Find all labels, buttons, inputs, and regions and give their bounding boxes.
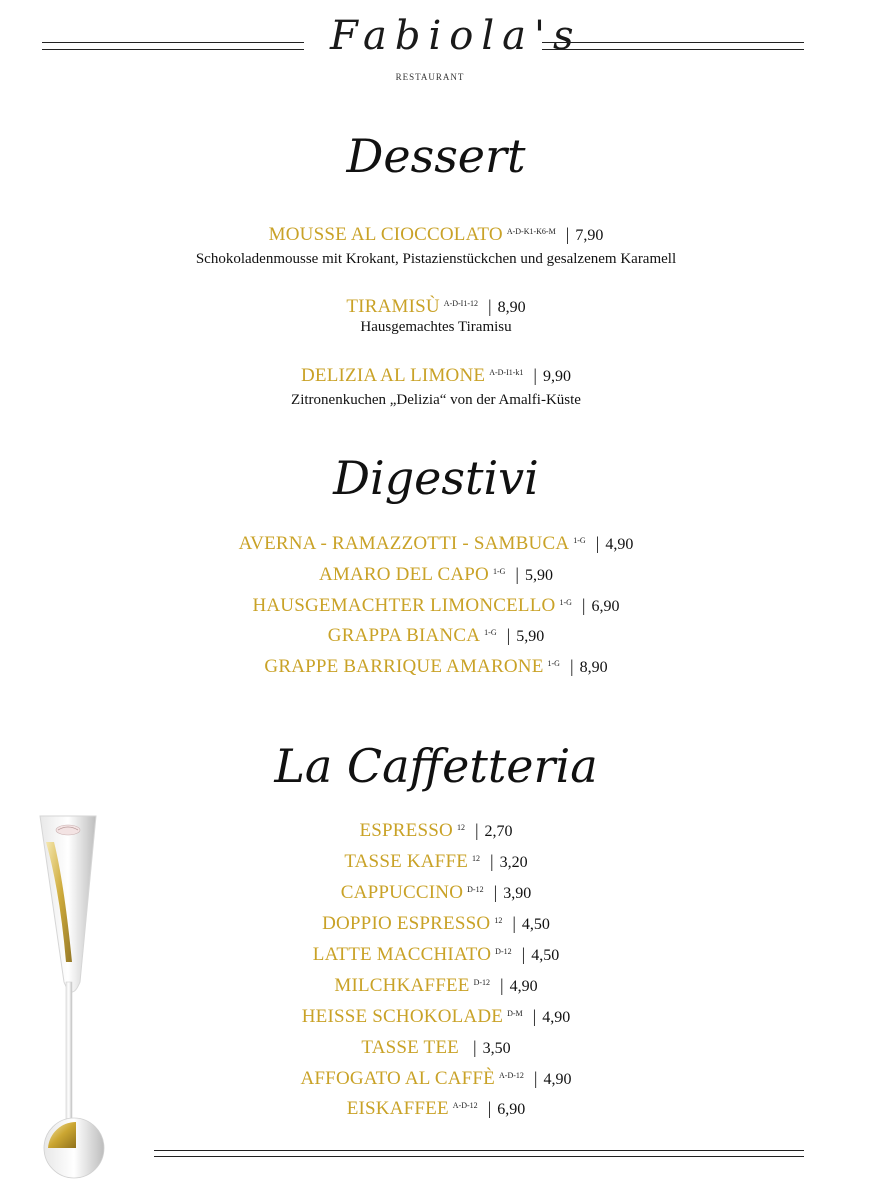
item-allergens: A-D-12	[499, 1070, 524, 1080]
item-allergens: D-M	[507, 1008, 523, 1018]
price-separator: |	[533, 1068, 538, 1088]
item-name: AMARO DEL CAPO	[318, 564, 489, 585]
item-name: ESPRESSO	[359, 820, 453, 841]
item-price: 8,90	[579, 659, 608, 676]
item-allergens: D-12	[467, 884, 484, 894]
item-name: LATTE MACCHIATO	[312, 944, 492, 965]
header-rule-left	[42, 42, 304, 50]
price-separator: |	[506, 625, 511, 645]
champagne-glass-illustration	[36, 812, 108, 1184]
item-price: 2,70	[484, 823, 513, 840]
menu-item	[0, 296, 872, 318]
item-name: EISKAFFEE	[346, 1098, 449, 1119]
price-separator: |	[521, 944, 526, 964]
item-price: 3,20	[499, 854, 528, 871]
price-separator: |	[512, 913, 516, 933]
item-name: AVERNA - RAMAZZOTTI - SAMBUCA	[238, 533, 570, 554]
item-price: 3,90	[503, 885, 532, 902]
item-name: DELIZIA AL LIMONE	[300, 365, 486, 386]
item-allergens: 12	[494, 915, 503, 925]
price-separator: |	[493, 882, 498, 902]
header-rule-right	[542, 42, 804, 50]
price-separator: |	[500, 975, 504, 995]
item-price: 4,50	[521, 916, 550, 933]
price-separator: |	[487, 1098, 492, 1118]
logo	[330, 8, 582, 82]
item-name: CAPPUCCINO	[340, 882, 464, 903]
item-price: 6,90	[591, 598, 620, 615]
item-name: GRAPPE BARRIQUE AMARONE	[264, 656, 544, 677]
menu-item	[0, 365, 872, 387]
item-description: Hausgemachtes Tiramisu	[360, 319, 512, 335]
menu-item	[0, 1037, 872, 1059]
item-name: HAUSGEMACHTER LIMONCELLO	[252, 595, 556, 616]
menu-item	[0, 851, 872, 873]
item-price: 6,90	[497, 1101, 526, 1118]
item-price: 5,90	[516, 628, 545, 645]
item-name: MILCHKAFFEE	[334, 975, 470, 996]
menu-item	[0, 625, 872, 647]
item-name: DOPPIO ESPRESSO	[322, 913, 491, 934]
menu-item	[0, 820, 872, 842]
item-price: 4,90	[605, 536, 634, 553]
price-separator: |	[565, 224, 570, 244]
item-price: 8,90	[497, 299, 526, 316]
menu-item	[0, 533, 872, 555]
brand-name: Fabiola's	[330, 13, 582, 59]
price-separator: |	[569, 656, 574, 676]
item-name: TASSE KAFFE	[344, 851, 469, 872]
item-description: Schokoladenmousse mit Krokant, Pistazienstückchen und gesalzenem Karamell	[195, 251, 677, 267]
item-allergens: 1-G	[492, 566, 506, 576]
menu-item	[0, 913, 872, 935]
brand-subtitle: RESTAURANT	[395, 72, 465, 82]
price-separator: |	[490, 851, 494, 871]
header	[0, 0, 872, 100]
menu-item	[0, 595, 872, 617]
section-title-digestivi: Digestivi	[333, 451, 539, 505]
item-name: MOUSSE AL CIOCCOLATO	[268, 224, 503, 245]
item-price: 9,90	[543, 368, 572, 385]
menu-item	[0, 944, 872, 966]
price-separator: |	[532, 1006, 537, 1026]
section-title-caffetteria: La Caffetteria	[274, 739, 598, 793]
item-price: 4,90	[509, 978, 538, 995]
item-name: TASSE TEE	[361, 1037, 459, 1058]
item-price: 5,90	[525, 567, 553, 584]
item-allergens: A-D-I1-k1	[489, 367, 524, 377]
price-separator: |	[581, 595, 586, 615]
footer-rule	[154, 1150, 804, 1157]
price-separator: |	[472, 1037, 477, 1057]
item-price: 4,50	[531, 947, 560, 964]
price-separator: |	[488, 296, 492, 316]
item-price: 4,90	[542, 1009, 571, 1026]
item-allergens: A-D-I1-12	[443, 298, 479, 308]
item-price: 3,50	[482, 1040, 511, 1057]
menu-item	[0, 1098, 872, 1120]
item-name: TIRAMISÙ	[346, 296, 440, 317]
price-separator: |	[595, 533, 600, 553]
item-allergens: D-12	[473, 977, 491, 987]
item-allergens: 1-G	[547, 658, 560, 668]
item-price: 4,90	[543, 1071, 572, 1088]
menu-item	[0, 656, 872, 678]
item-description: Zitronenkuchen „Delizia“ von der Amalfi-Küste	[291, 392, 581, 408]
item-allergens: 1-G	[559, 597, 572, 607]
price-separator: |	[515, 564, 519, 584]
menu-item	[0, 224, 872, 246]
menu-item	[0, 1068, 872, 1090]
item-name: AFFOGATO AL CAFFÈ	[300, 1068, 495, 1089]
menu-item	[0, 1006, 872, 1028]
item-allergens: 12	[456, 822, 465, 832]
menu-item	[0, 882, 872, 904]
item-allergens: A-D-K1-K6-M	[506, 226, 556, 236]
item-price: 7,90	[575, 227, 604, 244]
item-allergens: A-D-12	[452, 1100, 478, 1110]
menu-item	[0, 975, 872, 997]
item-allergens: 12	[472, 853, 481, 863]
item-name: GRAPPA BIANCA	[327, 625, 481, 646]
menu-item	[0, 564, 872, 586]
item-allergens: D-12	[495, 946, 512, 956]
item-name: HEISSE SCHOKOLADE	[301, 1006, 504, 1027]
item-allergens: 1-G	[573, 535, 586, 545]
price-separator: |	[533, 365, 538, 385]
item-allergens: 1-G	[484, 627, 497, 637]
price-separator: |	[474, 820, 479, 840]
section-title-dessert: Dessert	[346, 129, 526, 183]
